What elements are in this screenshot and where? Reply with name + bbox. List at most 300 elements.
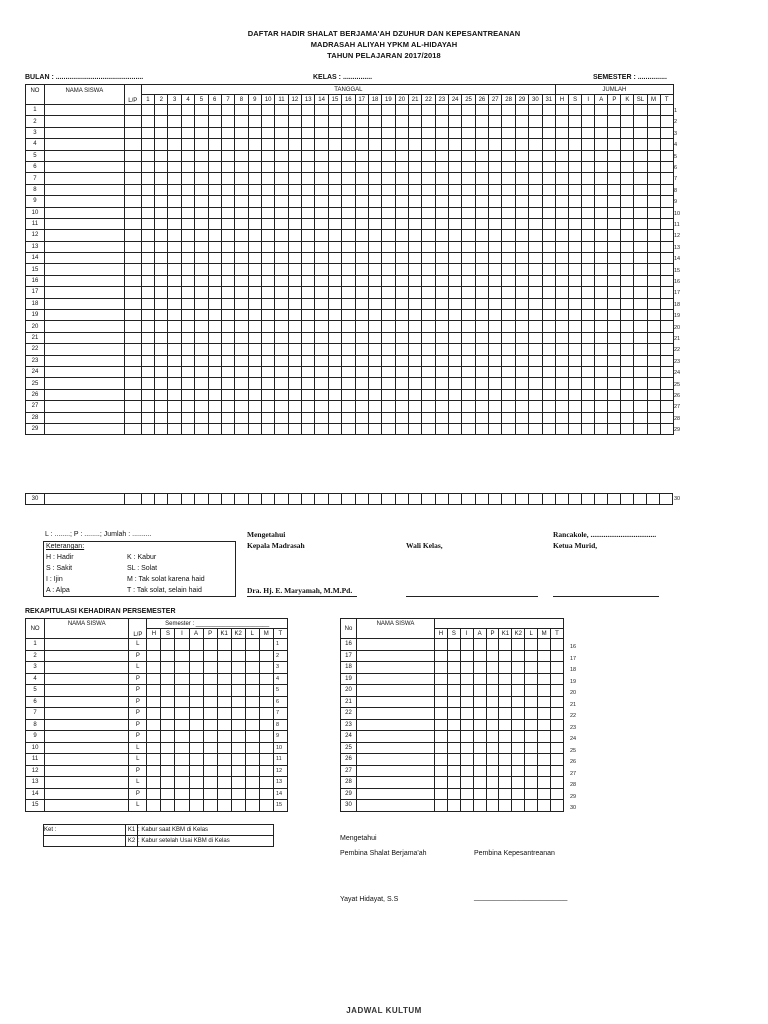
attendance-cell[interactable] [449,355,462,366]
attendance-cell[interactable] [595,366,608,377]
attendance-cell[interactable] [621,494,634,505]
attendance-cell[interactable] [168,298,181,309]
attendance-cell[interactable] [248,423,261,434]
student-name-cell[interactable] [44,378,124,389]
attendance-cell[interactable] [261,494,274,505]
attendance-cell[interactable] [155,150,168,161]
attendance-cell[interactable] [489,389,502,400]
recap-cell[interactable] [231,696,245,708]
attendance-cell[interactable] [529,355,542,366]
attendance-cell[interactable] [529,184,542,195]
recap-cell[interactable] [486,685,499,697]
attendance-cell[interactable] [221,298,234,309]
recap-cell[interactable] [447,639,460,651]
attendance-cell[interactable] [515,139,528,150]
attendance-cell[interactable] [395,423,408,434]
attendance-cell[interactable] [235,161,248,172]
attendance-cell[interactable] [302,287,315,298]
attendance-cell[interactable] [288,116,301,127]
attendance-cell[interactable] [208,241,221,252]
attendance-cell[interactable] [208,139,221,150]
attendance-cell[interactable] [261,321,274,332]
attendance-cell[interactable] [569,389,582,400]
attendance-cell[interactable] [141,389,154,400]
attendance-cell[interactable] [529,310,542,321]
attendance-cell[interactable] [608,105,621,116]
attendance-cell[interactable] [660,161,673,172]
recap-cell[interactable] [447,696,460,708]
recap-cell[interactable] [161,788,175,800]
recap-cell[interactable] [460,731,473,743]
attendance-cell[interactable] [489,139,502,150]
attendance-cell[interactable] [556,275,569,286]
attendance-cell[interactable] [660,355,673,366]
attendance-cell[interactable] [302,264,315,275]
attendance-cell[interactable] [582,105,595,116]
attendance-cell[interactable] [315,401,328,412]
attendance-cell[interactable] [368,127,381,138]
attendance-cell[interactable] [542,139,556,150]
attendance-cell[interactable] [235,321,248,332]
attendance-cell[interactable] [475,116,488,127]
attendance-cell[interactable] [181,196,194,207]
attendance-cell[interactable] [195,230,208,241]
recap-cell[interactable] [189,662,203,674]
attendance-cell[interactable] [355,218,368,229]
attendance-cell[interactable] [582,287,595,298]
attendance-cell[interactable] [168,287,181,298]
attendance-cell[interactable] [422,298,435,309]
attendance-cell[interactable] [288,264,301,275]
attendance-cell[interactable] [660,310,673,321]
recap-cell[interactable] [175,708,189,720]
attendance-cell[interactable] [261,275,274,286]
attendance-cell[interactable] [235,105,248,116]
attendance-cell[interactable] [195,207,208,218]
attendance-cell[interactable] [608,230,621,241]
attendance-cell[interactable] [634,310,647,321]
attendance-cell[interactable] [302,230,315,241]
attendance-cell[interactable] [515,275,528,286]
attendance-cell[interactable] [275,389,288,400]
attendance-cell[interactable] [315,344,328,355]
attendance-cell[interactable] [395,275,408,286]
attendance-cell[interactable] [275,275,288,286]
attendance-cell[interactable] [342,207,355,218]
attendance-cell[interactable] [515,321,528,332]
attendance-cell[interactable] [475,264,488,275]
attendance-cell[interactable] [195,173,208,184]
attendance-cell[interactable] [529,173,542,184]
attendance-cell[interactable] [647,310,660,321]
recap-cell[interactable] [245,685,259,697]
attendance-cell[interactable] [435,161,448,172]
attendance-cell[interactable] [368,412,381,423]
attendance-cell[interactable] [569,116,582,127]
attendance-cell[interactable] [582,184,595,195]
attendance-cell[interactable] [515,241,528,252]
attendance-cell[interactable] [302,298,315,309]
attendance-cell[interactable] [556,207,569,218]
attendance-cell[interactable] [582,207,595,218]
attendance-cell[interactable] [155,184,168,195]
attendance-cell[interactable] [208,287,221,298]
attendance-cell[interactable] [288,275,301,286]
attendance-cell[interactable] [408,298,421,309]
attendance-cell[interactable] [582,389,595,400]
recap-name-cell[interactable] [45,800,129,812]
attendance-cell[interactable] [208,127,221,138]
attendance-cell[interactable] [181,344,194,355]
attendance-cell[interactable] [502,389,515,400]
attendance-cell[interactable] [221,275,234,286]
attendance-cell[interactable] [221,264,234,275]
attendance-cell[interactable] [141,127,154,138]
attendance-cell[interactable] [408,105,421,116]
recap-cell[interactable] [189,639,203,651]
attendance-cell[interactable] [141,401,154,412]
attendance-cell[interactable] [502,207,515,218]
recap-cell[interactable] [499,731,512,743]
recap-cell[interactable] [551,742,564,754]
recap-cell[interactable] [259,765,273,777]
attendance-cell[interactable] [368,344,381,355]
attendance-cell[interactable] [261,378,274,389]
attendance-cell[interactable] [435,310,448,321]
attendance-cell[interactable] [422,401,435,412]
recap-cell[interactable] [551,650,564,662]
lp-cell[interactable] [124,161,141,172]
recap-cell[interactable] [189,754,203,766]
attendance-cell[interactable] [582,127,595,138]
student-name-cell[interactable] [44,344,124,355]
attendance-cell[interactable] [261,218,274,229]
student-name-cell[interactable] [44,116,124,127]
attendance-cell[interactable] [368,230,381,241]
attendance-cell[interactable] [515,127,528,138]
attendance-cell[interactable] [315,127,328,138]
attendance-cell[interactable] [435,275,448,286]
attendance-cell[interactable] [489,264,502,275]
attendance-cell[interactable] [248,366,261,377]
recap-cell[interactable] [538,673,551,685]
recap-cell[interactable] [217,731,231,743]
attendance-cell[interactable] [502,139,515,150]
recap-cell[interactable] [147,754,161,766]
recap-cell[interactable] [447,708,460,720]
attendance-cell[interactable] [221,241,234,252]
attendance-cell[interactable] [542,105,556,116]
recap-cell[interactable] [435,765,448,777]
attendance-cell[interactable] [502,241,515,252]
recap-cell[interactable] [460,754,473,766]
attendance-cell[interactable] [595,378,608,389]
attendance-cell[interactable] [235,378,248,389]
recap-cell[interactable] [447,719,460,731]
attendance-cell[interactable] [141,173,154,184]
attendance-cell[interactable] [502,105,515,116]
recap-cell[interactable] [435,754,448,766]
attendance-cell[interactable] [395,321,408,332]
attendance-cell[interactable] [195,287,208,298]
recap-cell[interactable] [175,800,189,812]
attendance-cell[interactable] [302,105,315,116]
attendance-cell[interactable] [569,230,582,241]
attendance-cell[interactable] [355,332,368,343]
attendance-cell[interactable] [449,173,462,184]
attendance-cell[interactable] [315,423,328,434]
recap-cell[interactable] [460,800,473,812]
recap-cell[interactable] [147,696,161,708]
attendance-cell[interactable] [368,196,381,207]
attendance-cell[interactable] [569,264,582,275]
recap-cell[interactable] [189,719,203,731]
attendance-cell[interactable] [422,230,435,241]
attendance-cell[interactable] [235,355,248,366]
attendance-cell[interactable] [634,275,647,286]
attendance-cell[interactable] [275,310,288,321]
attendance-cell[interactable] [221,378,234,389]
attendance-cell[interactable] [608,332,621,343]
attendance-cell[interactable] [408,184,421,195]
recap-cell[interactable] [147,708,161,720]
attendance-cell[interactable] [634,150,647,161]
recap-lp-cell[interactable]: L [129,777,147,789]
attendance-cell[interactable] [248,184,261,195]
attendance-cell[interactable] [141,207,154,218]
attendance-cell[interactable] [261,127,274,138]
attendance-cell[interactable] [621,412,634,423]
attendance-cell[interactable] [582,298,595,309]
attendance-cell[interactable] [634,161,647,172]
student-name-cell[interactable] [44,139,124,150]
attendance-cell[interactable] [368,389,381,400]
attendance-cell[interactable] [355,184,368,195]
attendance-cell[interactable] [489,173,502,184]
attendance-cell[interactable] [368,161,381,172]
attendance-cell[interactable] [595,139,608,150]
attendance-cell[interactable] [608,423,621,434]
attendance-cell[interactable] [621,184,634,195]
attendance-cell[interactable] [168,264,181,275]
attendance-cell[interactable] [395,494,408,505]
attendance-cell[interactable] [489,241,502,252]
attendance-cell[interactable] [235,332,248,343]
attendance-cell[interactable] [529,139,542,150]
attendance-cell[interactable] [221,139,234,150]
attendance-cell[interactable] [634,264,647,275]
student-name-cell[interactable] [44,494,124,505]
attendance-cell[interactable] [582,196,595,207]
recap-lp-cell[interactable]: P [129,650,147,662]
recap-cell[interactable] [189,788,203,800]
attendance-cell[interactable] [288,298,301,309]
attendance-cell[interactable] [515,116,528,127]
attendance-cell[interactable] [288,310,301,321]
attendance-cell[interactable] [660,332,673,343]
attendance-cell[interactable] [515,366,528,377]
attendance-cell[interactable] [502,230,515,241]
attendance-cell[interactable] [208,344,221,355]
recap-cell[interactable] [473,742,486,754]
attendance-cell[interactable] [502,161,515,172]
attendance-cell[interactable] [529,321,542,332]
recap-cell[interactable] [231,742,245,754]
attendance-cell[interactable] [515,264,528,275]
attendance-cell[interactable] [181,321,194,332]
attendance-cell[interactable] [435,321,448,332]
attendance-cell[interactable] [275,494,288,505]
recap-name-cell[interactable] [45,662,129,674]
attendance-cell[interactable] [382,218,395,229]
attendance-cell[interactable] [302,344,315,355]
recap-cell[interactable] [203,754,217,766]
attendance-cell[interactable] [542,298,556,309]
attendance-cell[interactable] [647,275,660,286]
attendance-cell[interactable] [556,332,569,343]
attendance-cell[interactable] [248,344,261,355]
attendance-cell[interactable] [475,378,488,389]
attendance-cell[interactable] [449,332,462,343]
attendance-cell[interactable] [395,366,408,377]
attendance-cell[interactable] [395,139,408,150]
attendance-cell[interactable] [556,321,569,332]
recap-name-cell[interactable] [357,731,435,743]
attendance-cell[interactable] [621,105,634,116]
recap-name-cell[interactable] [357,754,435,766]
attendance-cell[interactable] [462,287,475,298]
attendance-cell[interactable] [181,423,194,434]
recap-cell[interactable] [538,650,551,662]
attendance-cell[interactable] [315,116,328,127]
attendance-cell[interactable] [302,412,315,423]
attendance-cell[interactable] [634,298,647,309]
attendance-cell[interactable] [462,241,475,252]
lp-cell[interactable] [124,253,141,264]
attendance-cell[interactable] [235,344,248,355]
attendance-cell[interactable] [355,298,368,309]
attendance-cell[interactable] [181,230,194,241]
attendance-cell[interactable] [515,196,528,207]
recap-cell[interactable] [203,673,217,685]
student-name-cell[interactable] [44,218,124,229]
recap-name-cell[interactable] [45,754,129,766]
student-name-cell[interactable] [44,264,124,275]
attendance-cell[interactable] [302,139,315,150]
attendance-cell[interactable] [475,332,488,343]
attendance-cell[interactable] [355,241,368,252]
attendance-cell[interactable] [315,105,328,116]
attendance-cell[interactable] [328,161,341,172]
attendance-cell[interactable] [556,196,569,207]
attendance-cell[interactable] [462,494,475,505]
attendance-cell[interactable] [462,207,475,218]
attendance-cell[interactable] [288,321,301,332]
recap-cell[interactable] [245,765,259,777]
recap-name-cell[interactable] [45,777,129,789]
attendance-cell[interactable] [634,139,647,150]
attendance-cell[interactable] [582,264,595,275]
attendance-cell[interactable] [634,196,647,207]
attendance-cell[interactable] [608,401,621,412]
attendance-cell[interactable] [302,275,315,286]
attendance-cell[interactable] [288,366,301,377]
recap-cell[interactable] [217,777,231,789]
attendance-cell[interactable] [261,355,274,366]
recap-cell[interactable] [486,765,499,777]
attendance-cell[interactable] [382,161,395,172]
student-name-cell[interactable] [44,389,124,400]
recap-name-cell[interactable] [357,788,435,800]
attendance-cell[interactable] [422,423,435,434]
recap-cell[interactable] [486,754,499,766]
attendance-cell[interactable] [475,412,488,423]
recap-cell[interactable] [231,719,245,731]
attendance-cell[interactable] [595,275,608,286]
recap-cell[interactable] [460,685,473,697]
attendance-cell[interactable] [422,275,435,286]
attendance-cell[interactable] [542,287,556,298]
recap-cell[interactable] [486,800,499,812]
attendance-cell[interactable] [634,287,647,298]
attendance-cell[interactable] [355,207,368,218]
attendance-cell[interactable] [647,332,660,343]
attendance-cell[interactable] [569,401,582,412]
attendance-cell[interactable] [368,264,381,275]
attendance-cell[interactable] [542,264,556,275]
recap-cell[interactable] [259,731,273,743]
attendance-cell[interactable] [302,423,315,434]
attendance-cell[interactable] [608,173,621,184]
attendance-cell[interactable] [275,264,288,275]
attendance-cell[interactable] [582,332,595,343]
attendance-cell[interactable] [408,355,421,366]
student-name-cell[interactable] [44,423,124,434]
attendance-cell[interactable] [355,355,368,366]
attendance-cell[interactable] [435,494,448,505]
attendance-cell[interactable] [582,412,595,423]
attendance-cell[interactable] [556,423,569,434]
recap-cell[interactable] [175,731,189,743]
attendance-cell[interactable] [208,116,221,127]
attendance-cell[interactable] [422,366,435,377]
attendance-cell[interactable] [168,241,181,252]
attendance-cell[interactable] [395,116,408,127]
recap-cell[interactable] [499,708,512,720]
recap-cell[interactable] [435,777,448,789]
attendance-cell[interactable] [235,139,248,150]
attendance-cell[interactable] [168,355,181,366]
attendance-cell[interactable] [328,241,341,252]
attendance-cell[interactable] [647,207,660,218]
attendance-cell[interactable] [502,310,515,321]
attendance-cell[interactable] [475,241,488,252]
recap-cell[interactable] [551,800,564,812]
attendance-cell[interactable] [248,412,261,423]
attendance-cell[interactable] [595,253,608,264]
attendance-cell[interactable] [595,321,608,332]
attendance-cell[interactable] [608,298,621,309]
recap-cell[interactable] [175,765,189,777]
attendance-cell[interactable] [168,321,181,332]
attendance-cell[interactable] [155,389,168,400]
attendance-cell[interactable] [515,355,528,366]
attendance-cell[interactable] [569,378,582,389]
attendance-cell[interactable] [435,253,448,264]
recap-lp-cell[interactable]: P [129,719,147,731]
attendance-cell[interactable] [261,401,274,412]
recap-cell[interactable] [435,673,448,685]
